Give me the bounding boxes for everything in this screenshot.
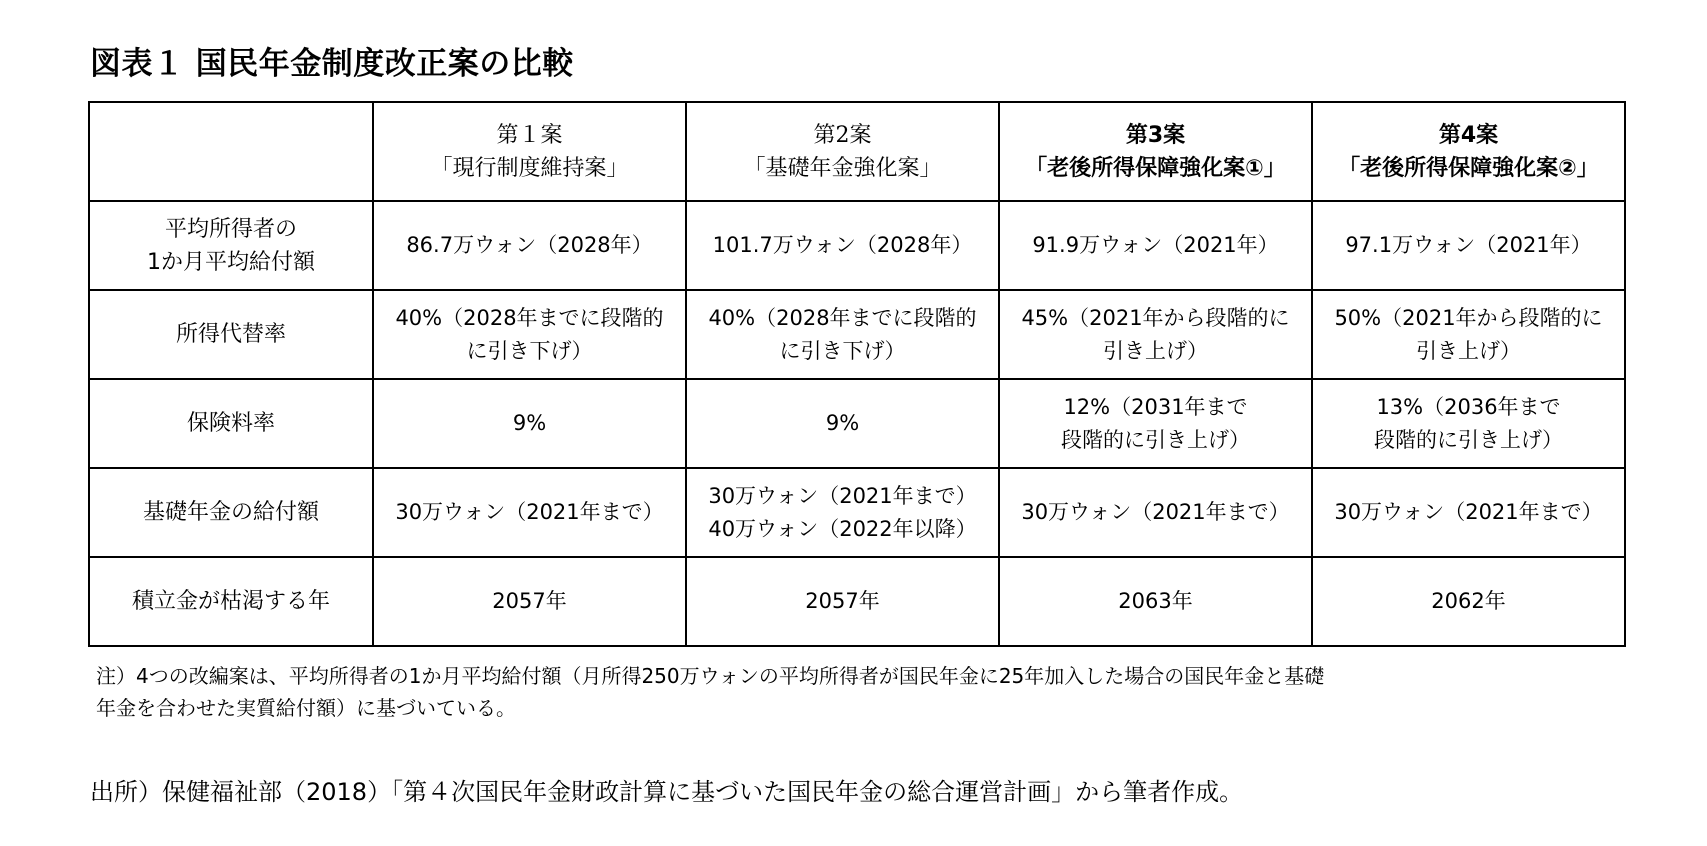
table-header-row: [89, 102, 1625, 201]
cell-contribution-rate-plan-3: [999, 379, 1312, 468]
cell-text: 2063年: [1118, 589, 1193, 613]
cell-replacement-rate-plan-4: [1312, 290, 1625, 379]
cell-text: 97.1万ウォン（2021年）: [1345, 233, 1592, 257]
plan-2-header: [686, 102, 999, 201]
cell-basic-pension-plan-4: [1312, 468, 1625, 557]
table-note-line-2: 年金を合わせた実質給付額）に基づいている。: [96, 696, 516, 720]
cell-monthly-benefit-plan-1: [373, 201, 686, 290]
cell-monthly-benefit-plan-4: [1312, 201, 1625, 290]
cell-text: 引き上げ）: [1103, 338, 1208, 363]
cell-text: 30万ウォン（2021年まで）: [708, 483, 977, 508]
cell-fund-depletion-plan-3: [999, 557, 1312, 646]
cell-text: に引き下げ）: [466, 338, 593, 363]
plan-1-header: [373, 102, 686, 201]
comparison-table: [88, 101, 1626, 647]
cell-text: 2057年: [805, 589, 880, 613]
row-label-basic-pension: [89, 468, 373, 557]
row-label-fund-depletion: [89, 557, 373, 646]
cell-monthly-benefit-plan-3: [999, 201, 1312, 290]
plan-1-number: 第１案: [496, 122, 563, 148]
cell-replacement-rate-plan-3: [999, 290, 1312, 379]
plan-4-header: [1312, 102, 1625, 201]
cell-fund-depletion-plan-2: [686, 557, 999, 646]
row-label-line: 平均所得者の: [164, 216, 297, 242]
row-label-contribution-rate: [89, 379, 373, 468]
row-label-line: 基礎年金の給付額: [142, 500, 319, 525]
cell-contribution-rate-plan-2: [686, 379, 999, 468]
cell-text: 91.9万ウォン（2021年）: [1032, 233, 1279, 257]
table-row-basic-pension: [89, 468, 1625, 557]
row-label-replacement-rate: [89, 290, 373, 379]
plan-3-name: 「老後所得保障強化案①」: [1025, 155, 1286, 181]
row-label-line: 積立金が枯渇する年: [131, 589, 330, 614]
plan-2-name: 「基礎年金強化案」: [743, 155, 942, 181]
cell-text: 13%（2036年まで: [1376, 394, 1561, 419]
cell-text: 40%（2028年までに段階的: [395, 305, 664, 330]
cell-text: 30万ウォン（2021年まで）: [395, 500, 664, 524]
cell-text: 段階的に引き上げ）: [1374, 427, 1563, 452]
table-row-contribution-rate: [89, 379, 1625, 468]
cell-text: 40万ウォン（2022年以降）: [708, 516, 977, 541]
plan-2-number: 第2案: [813, 122, 872, 148]
cell-text: 50%（2021年から段階的に: [1334, 305, 1603, 330]
row-label-line: 所得代替率: [175, 322, 286, 347]
cell-text: 引き上げ）: [1416, 338, 1521, 363]
cell-text: 30万ウォン（2021年まで）: [1021, 500, 1290, 524]
comparison-table-container: [88, 101, 1624, 647]
cell-text: 12%（2031年まで: [1063, 394, 1248, 419]
cell-text: 9%: [512, 411, 547, 435]
row-label-line: 1か月平均給付額: [147, 249, 315, 275]
plan-3-number: 第3案: [1125, 122, 1186, 148]
table-note-line-1: 注）4つの改編案は、平均所得者の1か月平均給付額（月所得250万ウォンの平均所得者が国民年金に25年加入した場合の国民年金と基礎: [96, 664, 1325, 688]
cell-text: 40%（2028年までに段階的: [708, 305, 977, 330]
table-row-replacement-rate: [89, 290, 1625, 379]
cell-monthly-benefit-plan-2: [686, 201, 999, 290]
cell-fund-depletion-plan-1: [373, 557, 686, 646]
cell-text: 30万ウォン（2021年まで）: [1334, 500, 1603, 524]
cell-contribution-rate-plan-4: [1312, 379, 1625, 468]
plan-1-name: 「現行制度維持案」: [430, 155, 629, 181]
cell-basic-pension-plan-2: [686, 468, 999, 557]
cell-fund-depletion-plan-4: [1312, 557, 1625, 646]
row-label-line: 保険料率: [186, 411, 275, 436]
cell-contribution-rate-plan-1: [373, 379, 686, 468]
table-corner-cell: [89, 102, 373, 201]
plan-3-header: [999, 102, 1312, 201]
figure-title: 図表１ 国民年金制度改正案の比較: [90, 46, 574, 82]
source-citation: 出所）保健福祉部（2018）「第４次国民年金財政計算に基づいた国民年金の総合運営計画」から筆者作成。: [90, 778, 1244, 806]
cell-basic-pension-plan-3: [999, 468, 1312, 557]
cell-text: 2057年: [492, 589, 567, 613]
cell-replacement-rate-plan-1: [373, 290, 686, 379]
plan-4-number: 第4案: [1438, 122, 1499, 148]
cell-text: 2062年: [1431, 589, 1506, 613]
cell-text: 9%: [825, 411, 860, 435]
cell-text: 86.7万ウォン（2028年）: [406, 233, 653, 257]
cell-text: に引き下げ）: [779, 338, 906, 363]
cell-basic-pension-plan-1: [373, 468, 686, 557]
cell-text: 101.7万ウォン（2028年）: [712, 233, 973, 257]
table-row-monthly-benefit: [89, 201, 1625, 290]
table-note: [96, 660, 1626, 724]
row-label-monthly-benefit: [89, 201, 373, 290]
table-row-fund-depletion: [89, 557, 1625, 646]
cell-text: 45%（2021年から段階的に: [1021, 305, 1290, 330]
plan-4-name: 「老後所得保障強化案②」: [1338, 155, 1599, 181]
cell-replacement-rate-plan-2: [686, 290, 999, 379]
cell-text: 段階的に引き上げ）: [1061, 427, 1250, 452]
